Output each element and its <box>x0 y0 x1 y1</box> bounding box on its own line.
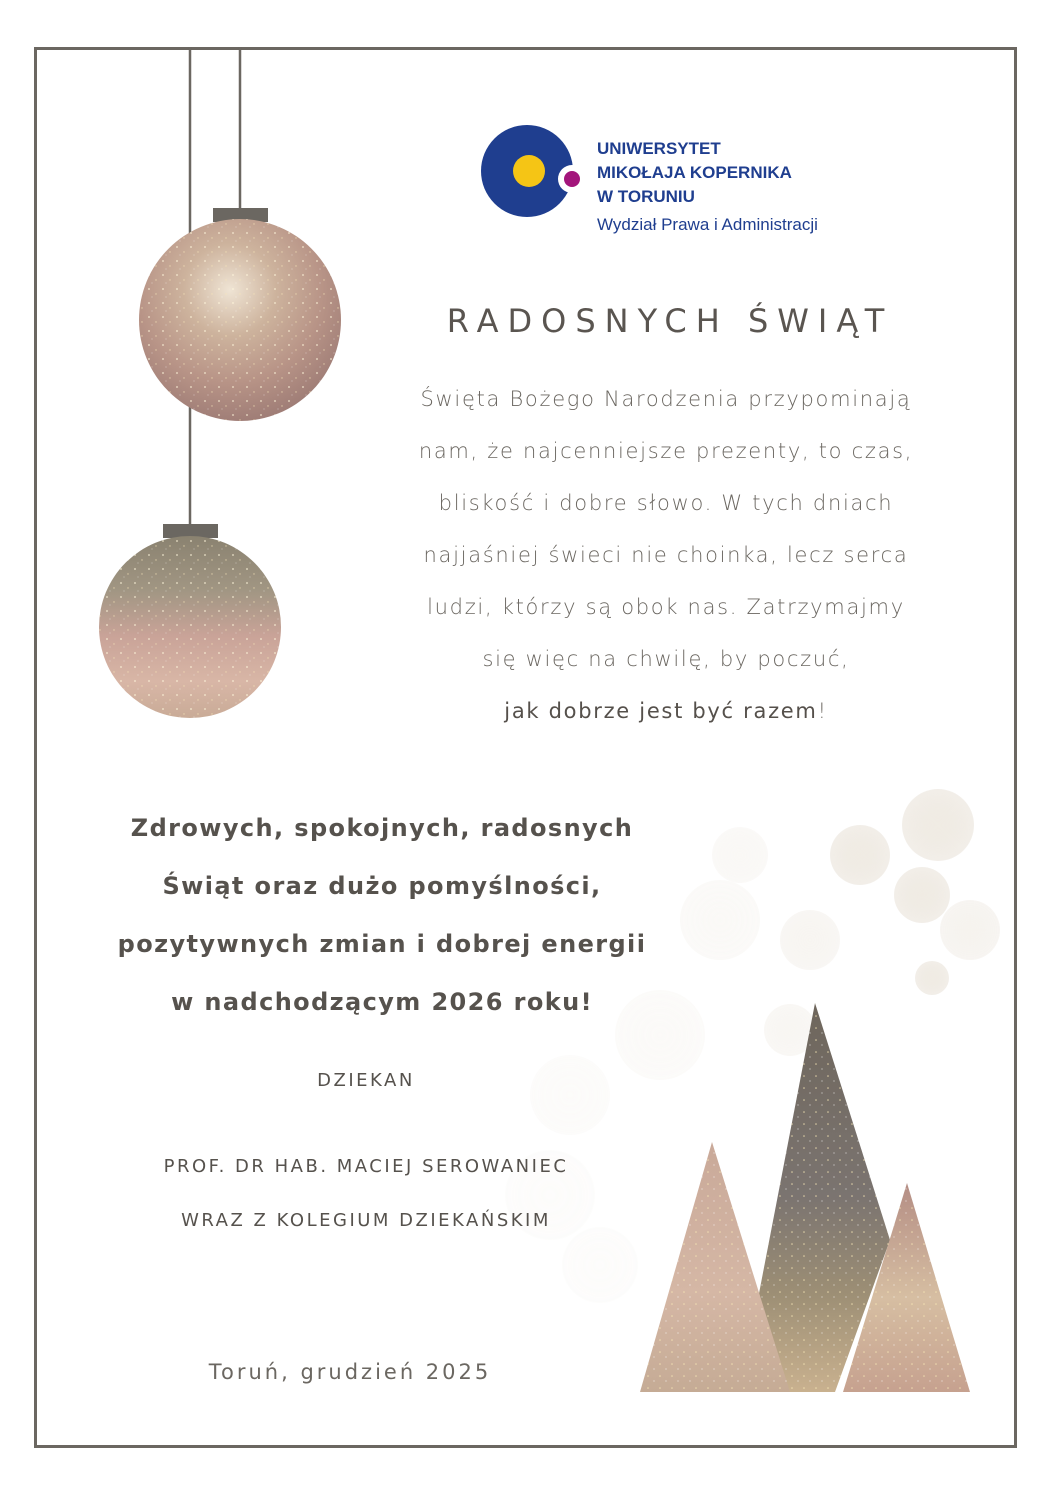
message-line: najjaśniej świeci nie choinka, lecz serca <box>423 543 909 567</box>
university-logo-text <box>597 137 818 235</box>
message-line: się więc na chwilę, by poczuć, <box>482 647 850 671</box>
wishes-line: pozytywnych zmian i dobrej energii <box>117 930 647 958</box>
wishes-block <box>62 799 702 1031</box>
logo-line-3: W TORUNIU <box>597 187 695 206</box>
greeting-message <box>360 373 972 737</box>
wishes-line: Zdrowych, spokojnych, radosnych <box>130 814 634 842</box>
dean-label: DZIEKAN <box>317 1070 415 1091</box>
message-line: bliskość i dobre słowo. W tych dniach <box>438 491 894 515</box>
signature-name: PROF. DR HAB. MACIEJ SEROWANIEC <box>163 1156 569 1177</box>
logo-line-2: MIKOŁAJA KOPERNIKA <box>597 163 792 182</box>
signature-with: WRAZ Z KOLEGIUM DZIEKAŃSKIM <box>181 1210 551 1231</box>
signature-block <box>66 1140 666 1248</box>
faculty-name: Wydział Prawa i Administracji <box>597 215 818 234</box>
message-closing-mark: ! <box>817 699 828 723</box>
logo-line-1: UNIWERSYTET <box>597 139 721 158</box>
message-line: Święta Bożego Narodzenia przypominają <box>420 387 912 411</box>
message-closing <box>360 685 972 737</box>
university-logo-icon <box>480 124 590 219</box>
christmas-baubles <box>90 47 360 727</box>
wishes-line: Świąt oraz dużo pomyślności, <box>162 872 602 900</box>
place-date: Toruń, grudzień 2025 <box>208 1360 492 1384</box>
wishes-line: w nadchodzącym 2026 roku! <box>171 988 593 1016</box>
message-line: ludzi, którzy są obok nas. Zatrzymajmy <box>427 595 905 619</box>
message-line: nam, że najcenniejsze prezenty, to czas, <box>418 439 914 463</box>
greeting-title: RADOSNYCH ŚWIĄT <box>446 302 894 340</box>
message-closing-bold: jak dobrze jest być razem <box>504 699 818 723</box>
